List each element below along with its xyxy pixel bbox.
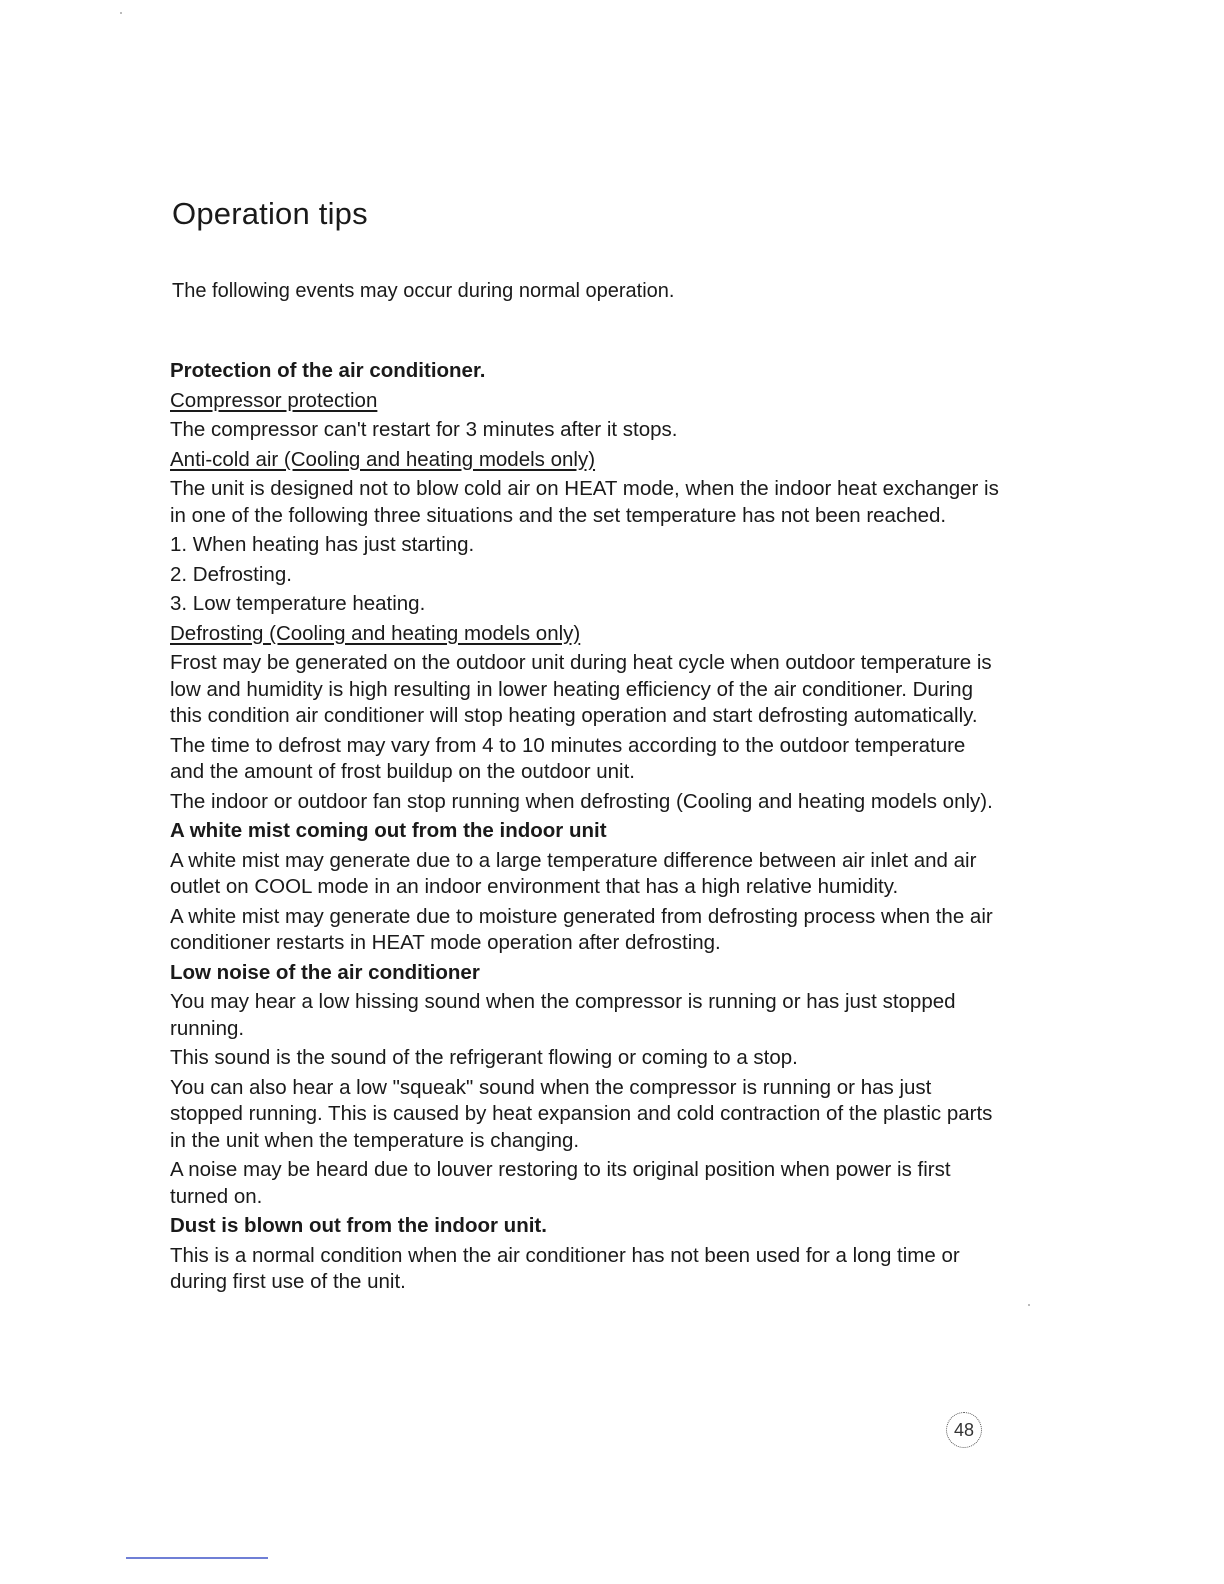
dust-text: This is a normal condition when the air conditioner has not been used for a long time or during first use of the unit. <box>170 1243 960 1293</box>
anti-cold-air-text: The unit is designed not to blow cold air on HEAT mode, when the indoor heat exchanger is in one of the following three situations and the set temperature has not been reached. <box>170 477 999 527</box>
white-mist-text: A white mist may generate due to a large temperature difference between air inlet and air outlet on COOL mode in an indoor environment that has a high relative humidity. <box>170 848 977 898</box>
low-noise-heading: Low noise of the air conditioner <box>170 960 480 984</box>
anti-cold-item: 2. Defrosting. <box>170 562 292 586</box>
page-title: Operation tips <box>172 196 368 231</box>
defrosting-text: The indoor or outdoor fan stop running when defrosting (Cooling and heating models only). <box>170 789 993 813</box>
scan-speck <box>1028 1304 1030 1306</box>
compressor-protection-text: The compressor can't restart for 3 minutes after it stops. <box>170 418 678 441</box>
white-mist-text: A white mist may generate due to moisture generated from defrosting process when the air conditioner restarts in HEAT mode operation after defrosting. <box>170 904 993 954</box>
low-noise-text: You may hear a low hissing sound when the compressor is running or has just stopped running. <box>170 990 956 1040</box>
dust-heading: Dust is blown out from the indoor unit. <box>170 1214 547 1237</box>
white-mist-heading: A white mist coming out from the indoor unit <box>170 819 607 842</box>
intro-text: The following events may occur during normal operation. <box>172 280 675 302</box>
defrosting-title: Defrosting (Cooling and heating models only) <box>170 621 581 645</box>
anti-cold-item: 1. When heating has just starting. <box>170 533 475 556</box>
anti-cold-air-title: Anti-cold air (Cooling and heating models only) <box>170 447 596 471</box>
defrosting-text: The time to defrost may vary from 4 to 10 minutes according to the outdoor temperature and the amount of frost buildup on the outdoor unit. <box>170 733 966 783</box>
content-body <box>170 358 1000 1299</box>
anti-cold-item: 3. Low temperature heating. <box>170 592 426 615</box>
low-noise-text: This sound is the sound of the refrigerant flowing or coming to a stop. <box>170 1046 798 1069</box>
protection-heading: Protection of the air conditioner. <box>170 359 486 382</box>
bottom-rule <box>126 1557 268 1559</box>
scan-speck <box>120 12 122 14</box>
low-noise-text: You can also hear a low "squeak" sound when the compressor is running or has just stopped running. This is caused by heat expansion and cold contraction of the plastic parts in the unit when the temperature is changing. <box>170 1075 993 1152</box>
compressor-protection-title: Compressor protection <box>170 388 378 412</box>
defrosting-text: Frost may be generated on the outdoor unit during heat cycle when outdoor temperature is low and humidity is high resulting in lower heating efficiency of the air conditioner. During this condition air conditioner will stop heating operation and start defrosting automatically. <box>170 651 992 727</box>
low-noise-text: A noise may be heard due to louver restoring to its original position when power is first turned on. <box>170 1158 951 1208</box>
page-number: 48 <box>946 1412 982 1448</box>
